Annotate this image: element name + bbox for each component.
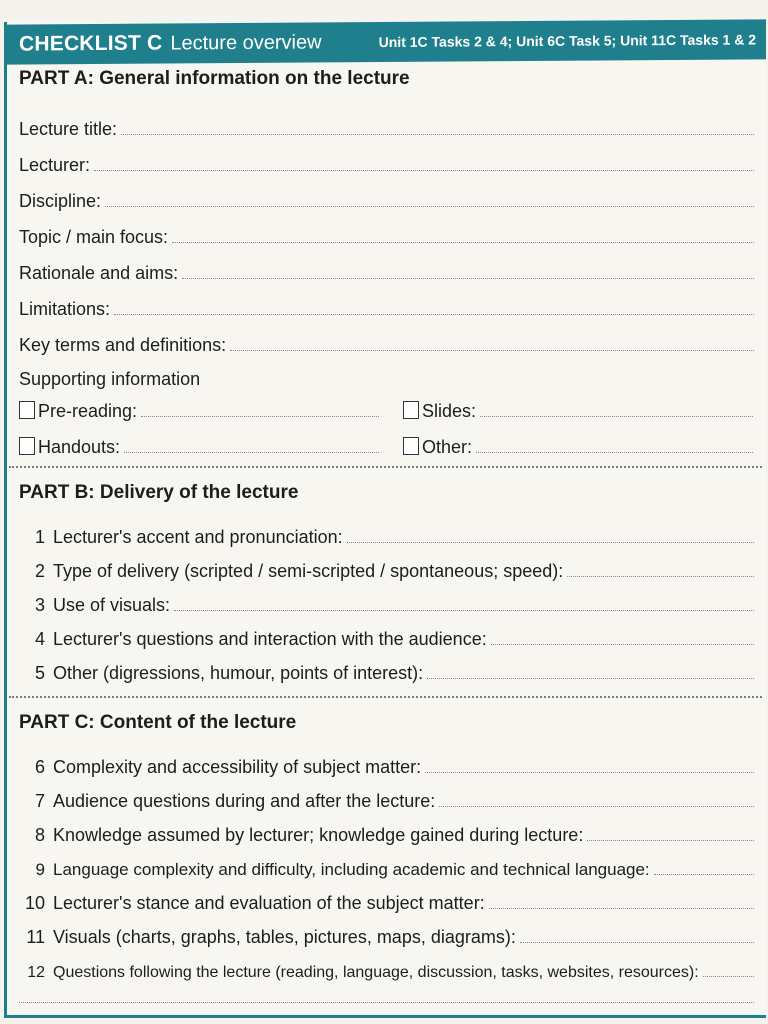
item-number: 10 [24, 893, 45, 913]
item-label: Language complexity and difficulty, including academic and technical language: [53, 860, 650, 879]
checkbox-icon[interactable] [403, 401, 419, 419]
item-number: 1 [34, 527, 45, 547]
answer-line[interactable] [124, 438, 379, 453]
item-label: Questions following the lecture (reading, language, discussion, tasks, websites, resources): [53, 964, 699, 981]
item-6[interactable] [19, 752, 754, 778]
answer-line[interactable] [567, 562, 754, 577]
checkbox-slides[interactable] [403, 396, 753, 422]
answer-line[interactable] [587, 826, 754, 841]
item-label: Knowledge assumed by lecturer; knowledge gained during lecture: [53, 825, 584, 845]
supporting-information-heading [19, 364, 754, 390]
answer-line[interactable] [480, 402, 753, 417]
checkbox-icon[interactable] [403, 437, 419, 455]
section-divider [9, 466, 762, 468]
item-label: Audience questions during and after the lecture: [53, 791, 436, 811]
answer-line[interactable] [141, 402, 379, 417]
checkbox-label: Pre-reading: [38, 401, 138, 421]
checkbox-label: Handouts: [38, 437, 121, 457]
item-7[interactable] [19, 786, 754, 812]
checkbox-label: Slides: [422, 401, 477, 421]
checkbox-pre-reading[interactable] [19, 396, 379, 422]
answer-line[interactable] [520, 928, 754, 943]
item-number: 5 [34, 663, 45, 683]
answer-line[interactable] [182, 264, 754, 279]
answer-line[interactable] [489, 894, 754, 909]
item-1[interactable] [19, 522, 754, 548]
answer-line[interactable] [425, 758, 754, 773]
item-number: 9 [35, 860, 45, 879]
field-lecturer[interactable] [19, 150, 754, 176]
item-8[interactable] [19, 820, 754, 846]
item-label: Lecturer's stance and evaluation of the subject matter: [53, 893, 485, 913]
item-4[interactable] [19, 624, 754, 650]
item-number: 4 [34, 629, 45, 649]
checklist-subtitle: Lecture overview [170, 30, 322, 55]
supporting-label: Supporting information [19, 369, 201, 389]
field-discipline[interactable] [19, 186, 754, 212]
field-key-terms[interactable] [19, 330, 754, 356]
item-10[interactable] [19, 888, 754, 914]
item-12[interactable] [19, 956, 754, 982]
part-b-title: PART B: Delivery of the lecture [19, 482, 299, 503]
answer-line[interactable] [491, 630, 754, 645]
field-rationale[interactable] [19, 258, 754, 284]
answer-line[interactable] [105, 192, 754, 207]
item-2[interactable] [19, 556, 754, 582]
answer-line[interactable] [172, 228, 754, 243]
item-9[interactable] [19, 854, 754, 880]
item-12-continuation[interactable] [19, 982, 754, 1008]
item-label: Type of delivery (scripted / semi-scripted / spontaneous; speed): [53, 561, 564, 581]
checkbox-handouts[interactable] [19, 432, 379, 458]
answer-line[interactable] [94, 156, 754, 171]
answer-line[interactable] [439, 792, 754, 807]
answer-line[interactable] [230, 336, 754, 351]
item-11[interactable] [19, 922, 754, 948]
item-label: Other (digressions, humour, points of interest): [53, 663, 424, 683]
field-label: Rationale and aims: [19, 263, 179, 283]
answer-line[interactable] [19, 988, 754, 1003]
item-5[interactable] [19, 658, 754, 684]
part-a-title: PART A: General information on the lecture [19, 68, 410, 89]
field-label: Topic / main focus: [19, 227, 169, 247]
answer-line[interactable] [347, 528, 754, 543]
part-c-title: PART C: Content of the lecture [19, 712, 297, 733]
answer-line[interactable] [476, 438, 753, 453]
header-bar [7, 19, 766, 64]
field-label: Key terms and definitions: [19, 335, 227, 355]
field-topic[interactable] [19, 222, 754, 248]
answer-line[interactable] [703, 962, 754, 977]
answer-line[interactable] [427, 664, 754, 679]
section-divider [9, 696, 762, 698]
checkbox-icon[interactable] [19, 401, 35, 419]
item-number: 12 [27, 964, 45, 981]
checklist-sheet [4, 22, 766, 1018]
field-label: Lecture title: [19, 119, 118, 139]
field-label: Limitations: [19, 299, 111, 319]
unit-reference: Unit 1C Tasks 2 & 4; Unit 6C Task 5; Unit 11C Tasks 1 & 2 [378, 31, 756, 51]
checkbox-label: Other: [422, 437, 473, 457]
field-label: Lecturer: [19, 155, 91, 175]
item-number: 8 [34, 825, 45, 845]
answer-line[interactable] [121, 120, 754, 135]
answer-line[interactable] [654, 860, 754, 875]
item-label: Visuals (charts, graphs, tables, pictures, maps, diagrams): [53, 927, 516, 947]
checkbox-icon[interactable] [19, 437, 35, 455]
item-label: Use of visuals: [53, 595, 171, 615]
item-label: Lecturer's accent and pronunciation: [53, 527, 343, 547]
answer-line[interactable] [114, 300, 754, 315]
field-limitations[interactable] [19, 294, 754, 320]
item-number: 6 [34, 757, 45, 777]
field-label: Discipline: [19, 191, 102, 211]
item-label: Lecturer's questions and interaction with the audience: [53, 629, 487, 649]
checkbox-other[interactable] [403, 432, 753, 458]
item-number: 7 [34, 791, 45, 811]
item-number: 11 [26, 927, 45, 947]
item-label: Complexity and accessibility of subject matter: [53, 757, 422, 777]
field-lecture-title[interactable] [19, 114, 754, 140]
answer-line[interactable] [174, 596, 754, 611]
item-3[interactable] [19, 590, 754, 616]
checklist-title: CHECKLIST C [19, 31, 163, 56]
item-number: 3 [34, 595, 45, 615]
item-number: 2 [34, 561, 45, 581]
